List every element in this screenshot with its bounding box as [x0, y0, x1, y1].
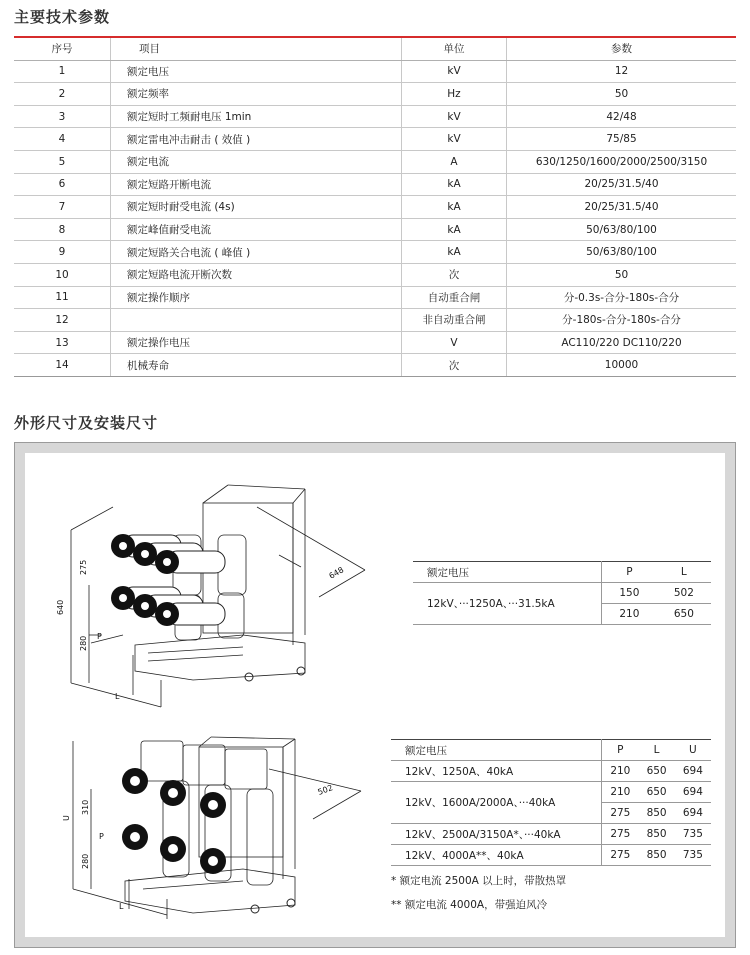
dt1-row-label: 12kV、···1250A、···31.5kA [413, 583, 602, 625]
dt1-l-1: 502 [657, 583, 711, 604]
dim-label-l-2: L [119, 902, 124, 911]
dt1-p-2: 210 [602, 604, 657, 625]
dt2-row2b-u: 694 [675, 803, 711, 824]
dim-label-p: P [97, 632, 102, 641]
row-value: 20/25/31.5/40 [507, 173, 737, 196]
dt2-row4-u: 735 [675, 845, 711, 866]
row-item: 额定频率 [111, 83, 402, 106]
table-row [14, 196, 736, 219]
dt1-l-2: 650 [657, 604, 711, 625]
dim-label-upper-2: 310 [81, 799, 90, 815]
row-value: 630/1250/1600/2000/2500/3150 [507, 150, 737, 173]
row-value: 10000 [507, 354, 737, 377]
dt1-p-1: 150 [602, 583, 657, 604]
header-no: 序号 [14, 37, 111, 60]
row-unit: kV [402, 105, 507, 128]
spec-table-header [14, 37, 736, 60]
table-row [14, 83, 736, 106]
row-item: 额定操作顺序 [111, 286, 402, 309]
row-value: 42/48 [507, 105, 737, 128]
row-unit: A [402, 150, 507, 173]
dim-label-p-2: P [99, 832, 104, 841]
dt2-header-u: U [675, 740, 711, 761]
dim-label-height: 640 [56, 599, 65, 615]
footnote-forced-cooling: ** 额定电流 4000A，带强迫风冷 [391, 899, 548, 911]
dim-label-lower: 280 [79, 635, 88, 651]
table-row [413, 583, 711, 604]
dt2-row3-u: 735 [675, 824, 711, 845]
row-value: 20/25/31.5/40 [507, 196, 737, 219]
header-unit: 单位 [402, 37, 507, 60]
dt2-header-p: P [602, 740, 639, 761]
dt2-row1-u: 694 [675, 761, 711, 782]
table-row [14, 128, 736, 151]
table-row [14, 241, 736, 264]
header-item: 项目 [111, 37, 402, 60]
row-unit: kA [402, 173, 507, 196]
table-row [391, 845, 711, 866]
row-unit: 非自动重合闸 [402, 309, 507, 332]
switchgear-drawing-2 [43, 729, 383, 929]
row-number: 11 [14, 286, 111, 309]
dim-label-depth-2: 502 [316, 783, 335, 797]
table-row [14, 60, 736, 83]
table-row [391, 782, 711, 803]
dt2-row3-label: 12kV、2500A/3150A*、···40kA [391, 824, 602, 845]
dimension-table-1 [413, 561, 711, 625]
dt2-row3-l: 850 [638, 824, 674, 845]
table-row [391, 761, 711, 782]
row-value: 50 [507, 83, 737, 106]
spec-table [14, 36, 736, 377]
dt2-row2a-l: 650 [638, 782, 674, 803]
dim-label-lower-2: 280 [81, 853, 90, 869]
row-item: 额定雷电冲击耐击 ( 效值 ) [111, 128, 402, 151]
row-number: 7 [14, 196, 111, 219]
row-item: 额定电流 [111, 150, 402, 173]
row-number: 6 [14, 173, 111, 196]
dt2-row2a-u: 694 [675, 782, 711, 803]
footnote-heat-sink: * 额定电流 2500A 以上时，带散热罩 [391, 875, 567, 887]
row-item: 额定短时耐受电流 (4s) [111, 196, 402, 219]
spec-table-body [14, 60, 736, 376]
row-number: 10 [14, 263, 111, 286]
row-item: 额定短路关合电流 ( 峰值 ) [111, 241, 402, 264]
row-item: 机械寿命 [111, 354, 402, 377]
switchgear-drawing-1 [43, 475, 383, 711]
table-row [391, 824, 711, 845]
row-number: 2 [14, 83, 111, 106]
dt2-row4-label: 12kV、4000A**、40kA [391, 845, 602, 866]
drawing-panel-inner [25, 453, 725, 937]
table-row [14, 173, 736, 196]
dt1-header-label: 额定电压 [413, 562, 602, 583]
section-title-dimensions: 外形尺寸及安装尺寸 [14, 414, 159, 432]
row-value: 分-0.3s-合分-180s-合分 [507, 286, 737, 309]
row-value: 分-180s-合分-180s-合分 [507, 309, 737, 332]
table-row [14, 286, 736, 309]
row-item: 额定操作电压 [111, 331, 402, 354]
table-row [14, 218, 736, 241]
row-item: 额定短路电流开断次数 [111, 263, 402, 286]
row-value: 12 [507, 60, 737, 83]
row-unit: 次 [402, 263, 507, 286]
dt2-row2-label: 12kV、1600A/2000A、···40kA [391, 782, 602, 824]
row-item: 额定电压 [111, 60, 402, 83]
dimension-table-2-header [391, 740, 711, 761]
table-row [14, 150, 736, 173]
row-unit: kV [402, 128, 507, 151]
dt2-row2b-p: 275 [602, 803, 639, 824]
dt1-header-p: P [602, 562, 657, 583]
row-item [111, 309, 402, 332]
dim-label-l: L [115, 692, 120, 701]
table-row [14, 263, 736, 286]
dim-label-upper: 275 [79, 559, 88, 575]
row-item: 额定峰值耐受电流 [111, 218, 402, 241]
row-unit: kA [402, 196, 507, 219]
row-unit: Hz [402, 83, 507, 106]
dimension-table-1-header [413, 562, 711, 583]
table-row [14, 354, 736, 377]
dim-label-depth: 648 [327, 565, 346, 581]
dt2-row4-p: 275 [602, 845, 639, 866]
dt1-header-l: L [657, 562, 711, 583]
table-row [14, 331, 736, 354]
drawing-panel [14, 442, 736, 948]
row-unit: kA [402, 218, 507, 241]
row-number: 9 [14, 241, 111, 264]
dt2-row2b-l: 850 [638, 803, 674, 824]
row-unit: V [402, 331, 507, 354]
table-row [14, 309, 736, 332]
dt2-header-l: L [638, 740, 674, 761]
row-number: 5 [14, 150, 111, 173]
row-value: AC110/220 DC110/220 [507, 331, 737, 354]
row-value: 50 [507, 263, 737, 286]
row-unit: kV [402, 60, 507, 83]
row-value: 50/63/80/100 [507, 218, 737, 241]
row-number: 1 [14, 60, 111, 83]
dim-label-u: U [62, 815, 71, 821]
dt2-row4-l: 850 [638, 845, 674, 866]
dt2-row3-p: 275 [602, 824, 639, 845]
row-number: 8 [14, 218, 111, 241]
dimension-table-2 [391, 739, 711, 866]
row-number: 13 [14, 331, 111, 354]
row-number: 12 [14, 309, 111, 332]
dt2-row1-p: 210 [602, 761, 639, 782]
dt2-row1-l: 650 [638, 761, 674, 782]
header-value: 参数 [507, 37, 737, 60]
dt2-row2a-p: 210 [602, 782, 639, 803]
row-unit: kA [402, 241, 507, 264]
row-unit: 次 [402, 354, 507, 377]
section-title-specs: 主要技术参数 [14, 8, 111, 26]
row-number: 14 [14, 354, 111, 377]
row-item: 额定短路开断电流 [111, 173, 402, 196]
row-value: 75/85 [507, 128, 737, 151]
row-unit: 自动重合闸 [402, 286, 507, 309]
row-value: 50/63/80/100 [507, 241, 737, 264]
table-row [14, 105, 736, 128]
dt2-header-label: 额定电压 [391, 740, 602, 761]
row-item: 额定短时工频耐电压 1min [111, 105, 402, 128]
row-number: 4 [14, 128, 111, 151]
dt2-row1-label: 12kV、1250A、40kA [391, 761, 602, 782]
row-number: 3 [14, 105, 111, 128]
